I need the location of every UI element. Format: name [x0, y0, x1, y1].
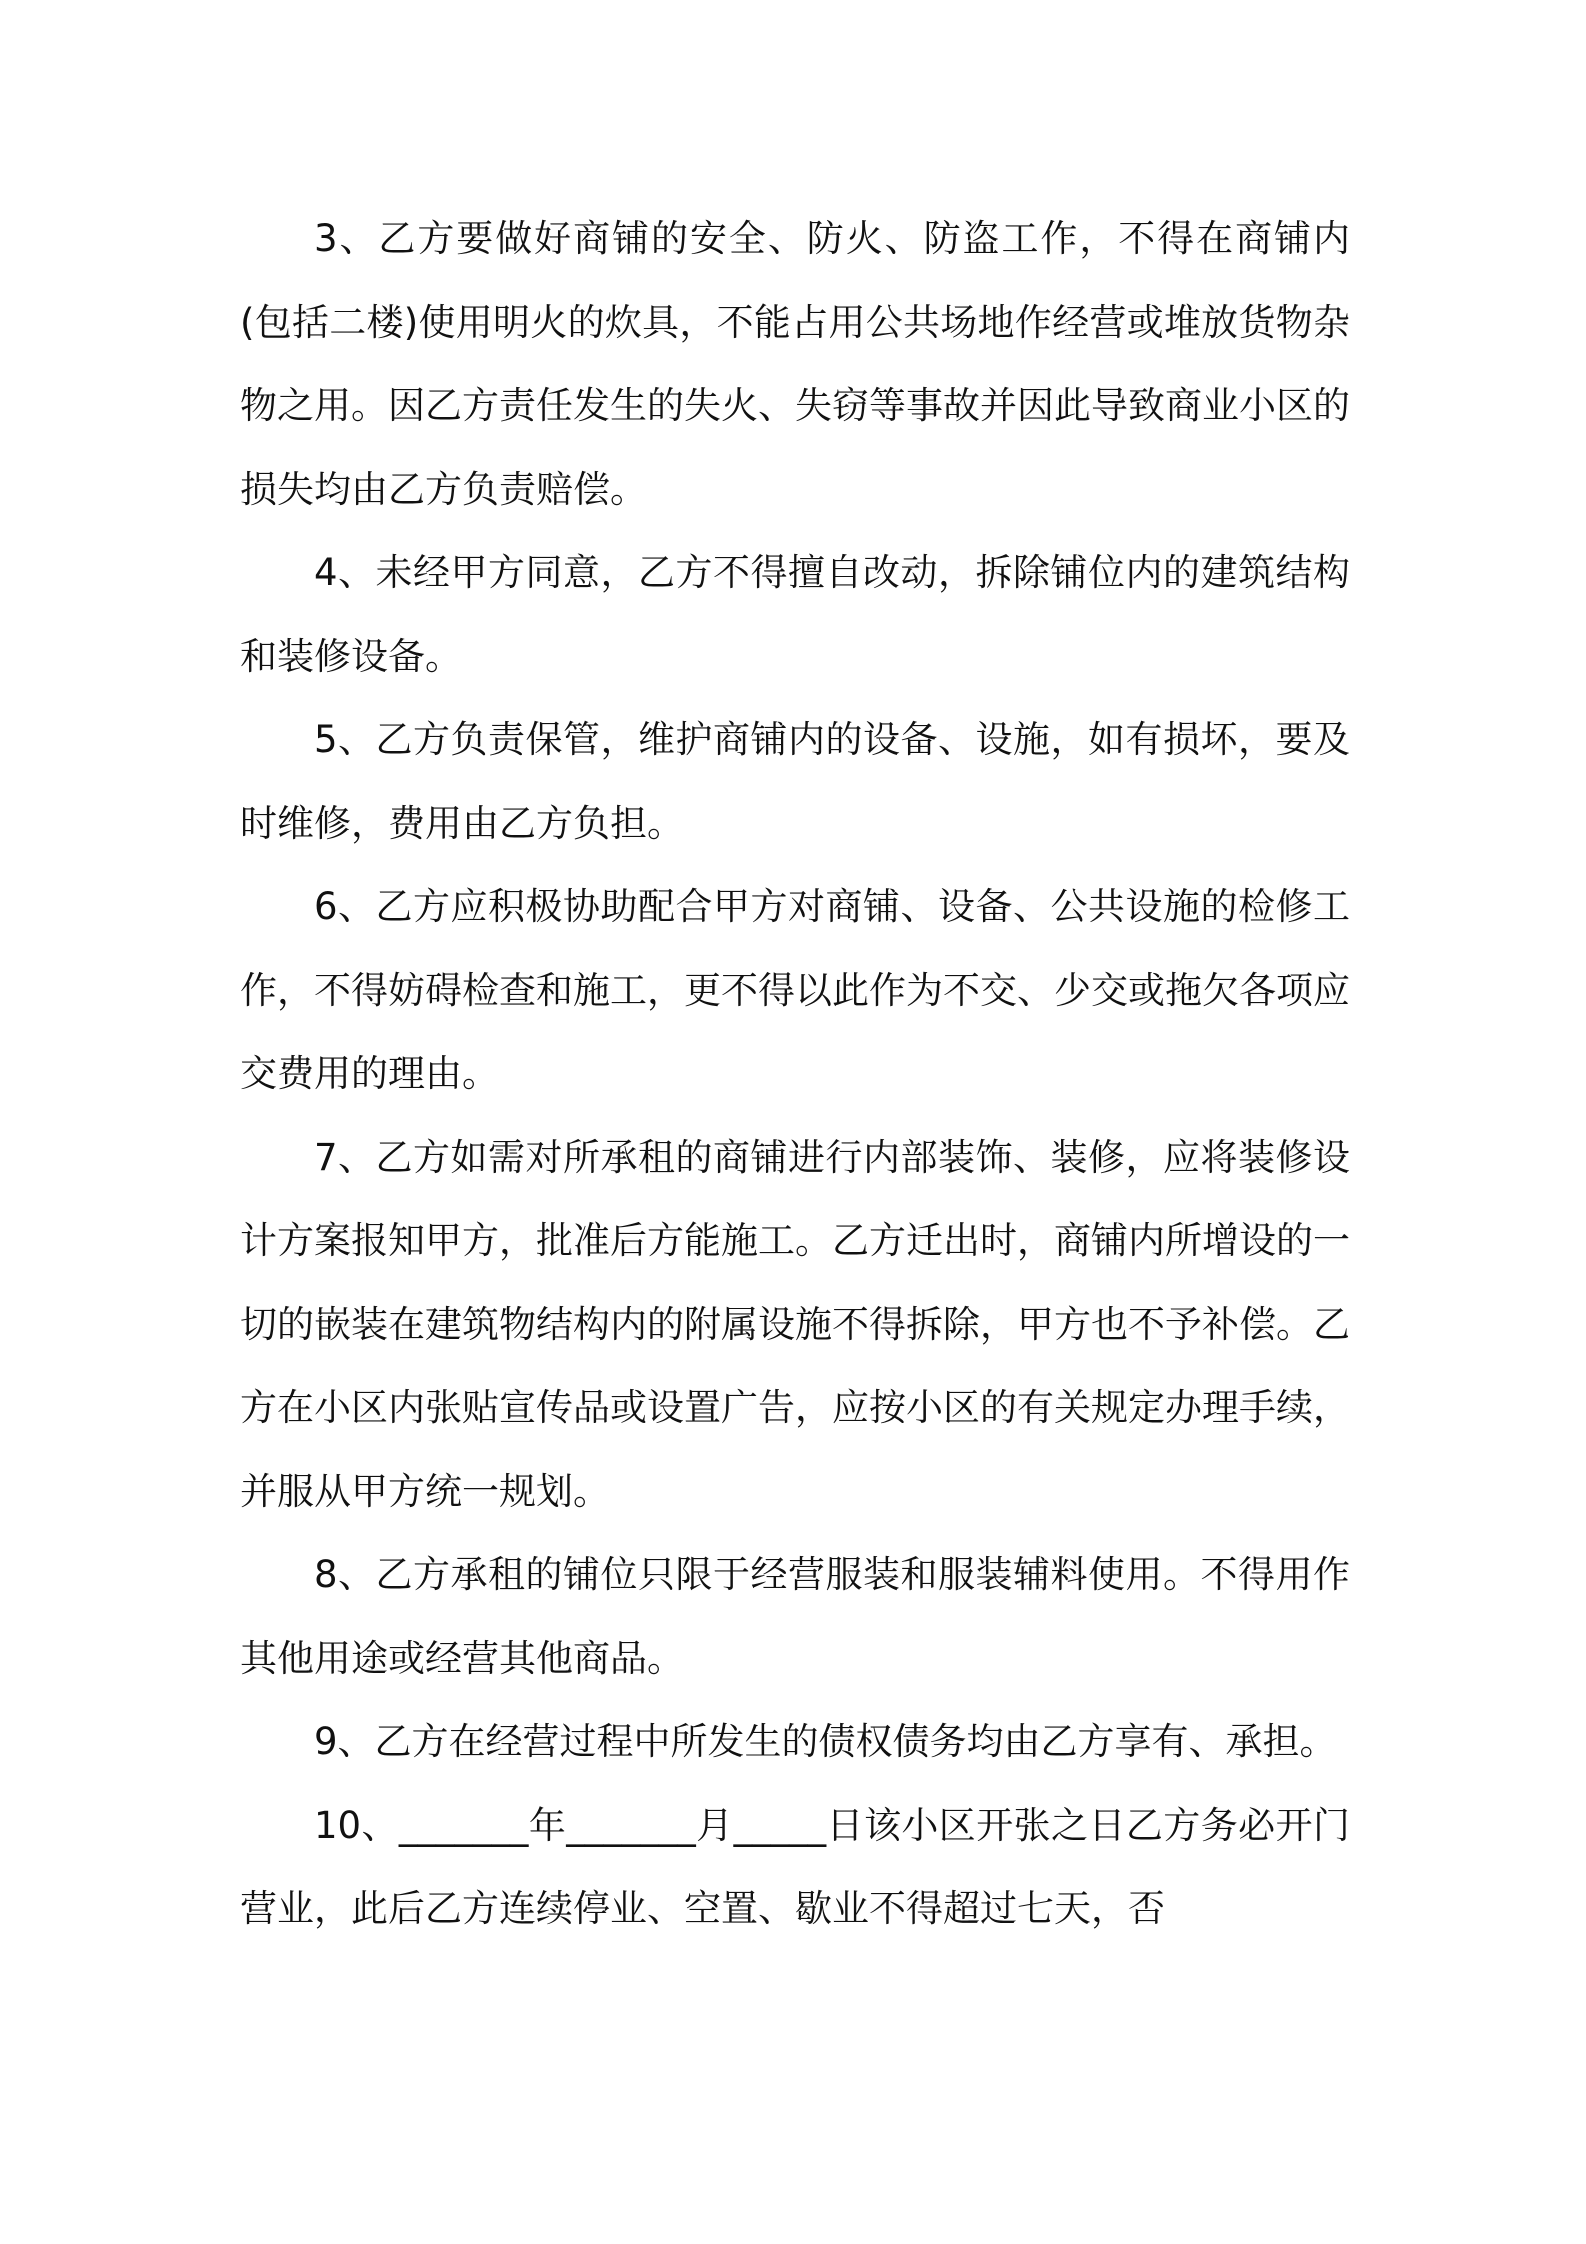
clause-7: 7、乙方如需对所承租的商铺进行内部装饰、装修，应将装修设计方案报知甲方，批准后方能施工。乙方迁出时，商铺内所增设的一切的嵌装在建筑物结构内的附属设施不得拆除，甲方也不予补偿。乙方在小区内张贴宣传品或设置广告，应按小区的有关规定办理手续，并服从甲方统一规划。 — [240, 1135, 1350, 1513]
document-body — [240, 197, 1350, 1951]
clause-5: 5、乙方负责保管，维护商铺内的设备、设施，如有损坏，要及时维修，费用由乙方负担。 — [240, 718, 1350, 845]
clause-10: 10、_______年_______月_____日该小区开张之日乙方务必开门营业，此后乙方连续停业、空置、歇业不得超过七天，否 — [240, 1803, 1350, 1930]
clause-6: 6、乙方应积极协助配合甲方对商铺、设备、公共设施的检修工作，不得妨碍检查和施工，更不得以此作为不交、少交或拖欠各项应交费用的理由。 — [240, 885, 1350, 1095]
clause-3: 3、乙方要做好商铺的安全、防火、防盗工作，不得在商铺内(包括二楼)使用明火的炊具，不能占用公共场地作经营或堆放货物杂物之用。因乙方责任发生的失火、失窃等事故并因此导致商业小区的损失均由乙方负责赔偿。 — [240, 217, 1350, 511]
clause-8: 8、乙方承租的铺位只限于经营服装和服装辅料使用。不得用作其他用途或经营其他商品。 — [240, 1553, 1350, 1680]
clause-9: 9、乙方在经营过程中所发生的债权债务均由乙方享有、承担。 — [314, 1720, 1337, 1763]
clause-4: 4、未经甲方同意，乙方不得擅自改动，拆除铺位内的建筑结构和装修设备。 — [240, 551, 1350, 678]
